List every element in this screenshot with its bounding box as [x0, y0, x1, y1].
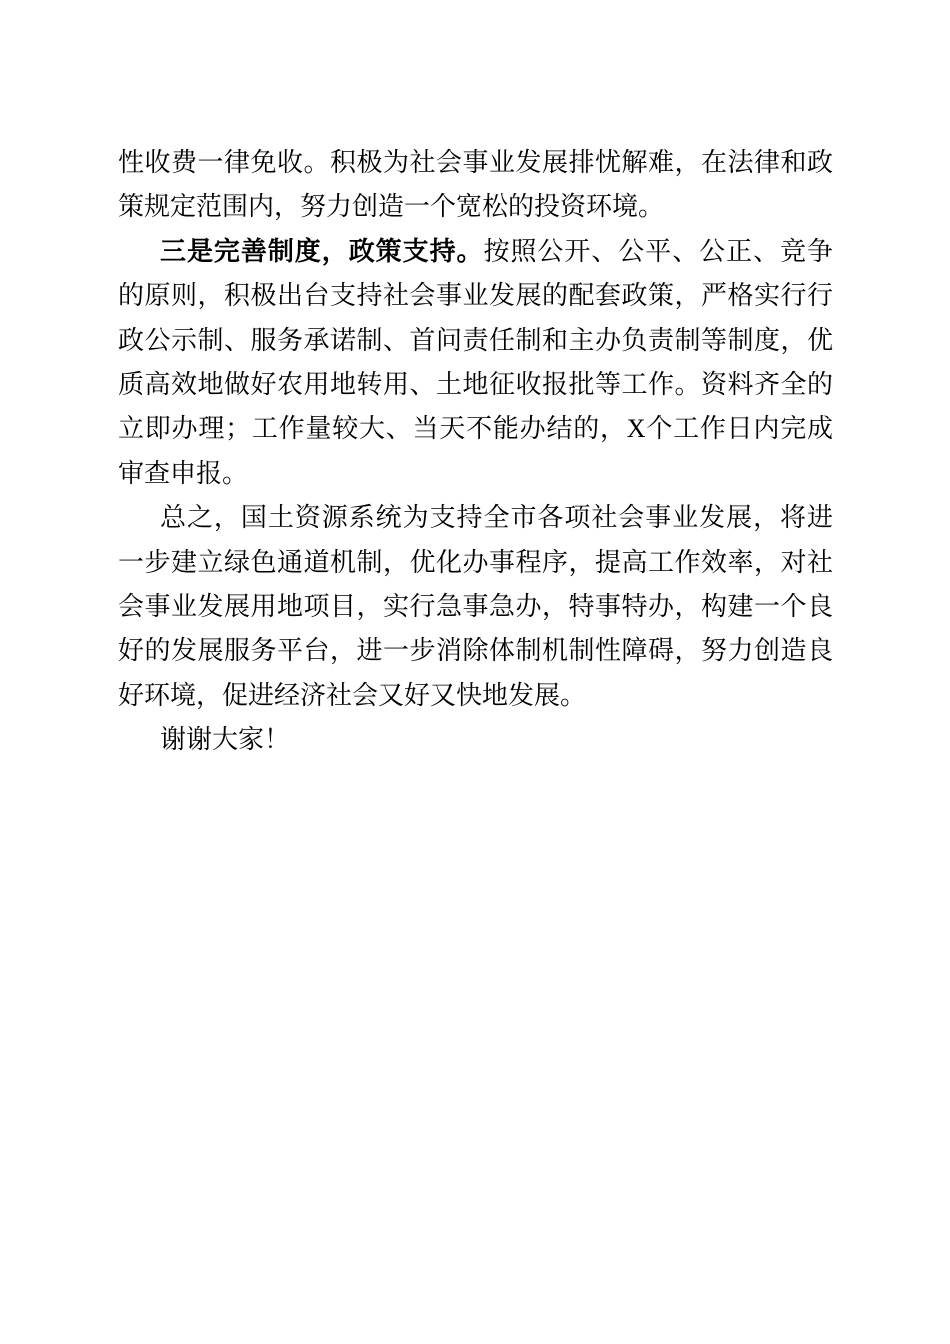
text-run: 按照公开、公平、公正、竞争的原则，积极出台支持社会事业发展的配套政策，严格实行行政公示制、服务承诺制、首问责任制和主办负责制等制度，优质高效地做好农用地转用、土地征收报批等工作。资料齐全的立即办理；工作量较大、当天不能办结的，X个工作日内完成审查申报。 — [118, 236, 833, 488]
paragraph — [118, 718, 833, 762]
paragraph — [118, 496, 833, 718]
paragraph — [118, 141, 833, 230]
text-run-bold: 三是完善制度，政策支持。 — [160, 236, 484, 266]
text-run: 谢谢大家！ — [160, 725, 291, 755]
text-run: 总之，国土资源系统为支持全市各项社会事业发展，将进一步建立绿色通道机制，优化办事程序，提高工作效率，对社会事业发展用地项目，实行急事急办，特事特办，构建一个良好的发展服务平台，进一步消除体制机制性障碍，努力创造良好环境，促进经济社会又好又快地发展。 — [118, 503, 833, 710]
document-text-body — [118, 141, 833, 763]
text-run: 性收费一律免收。积极为社会事业发展排忧解难，在法律和政策规定范围内，努力创造一个宽松的投资环境。 — [118, 148, 833, 222]
paragraph — [118, 230, 833, 496]
